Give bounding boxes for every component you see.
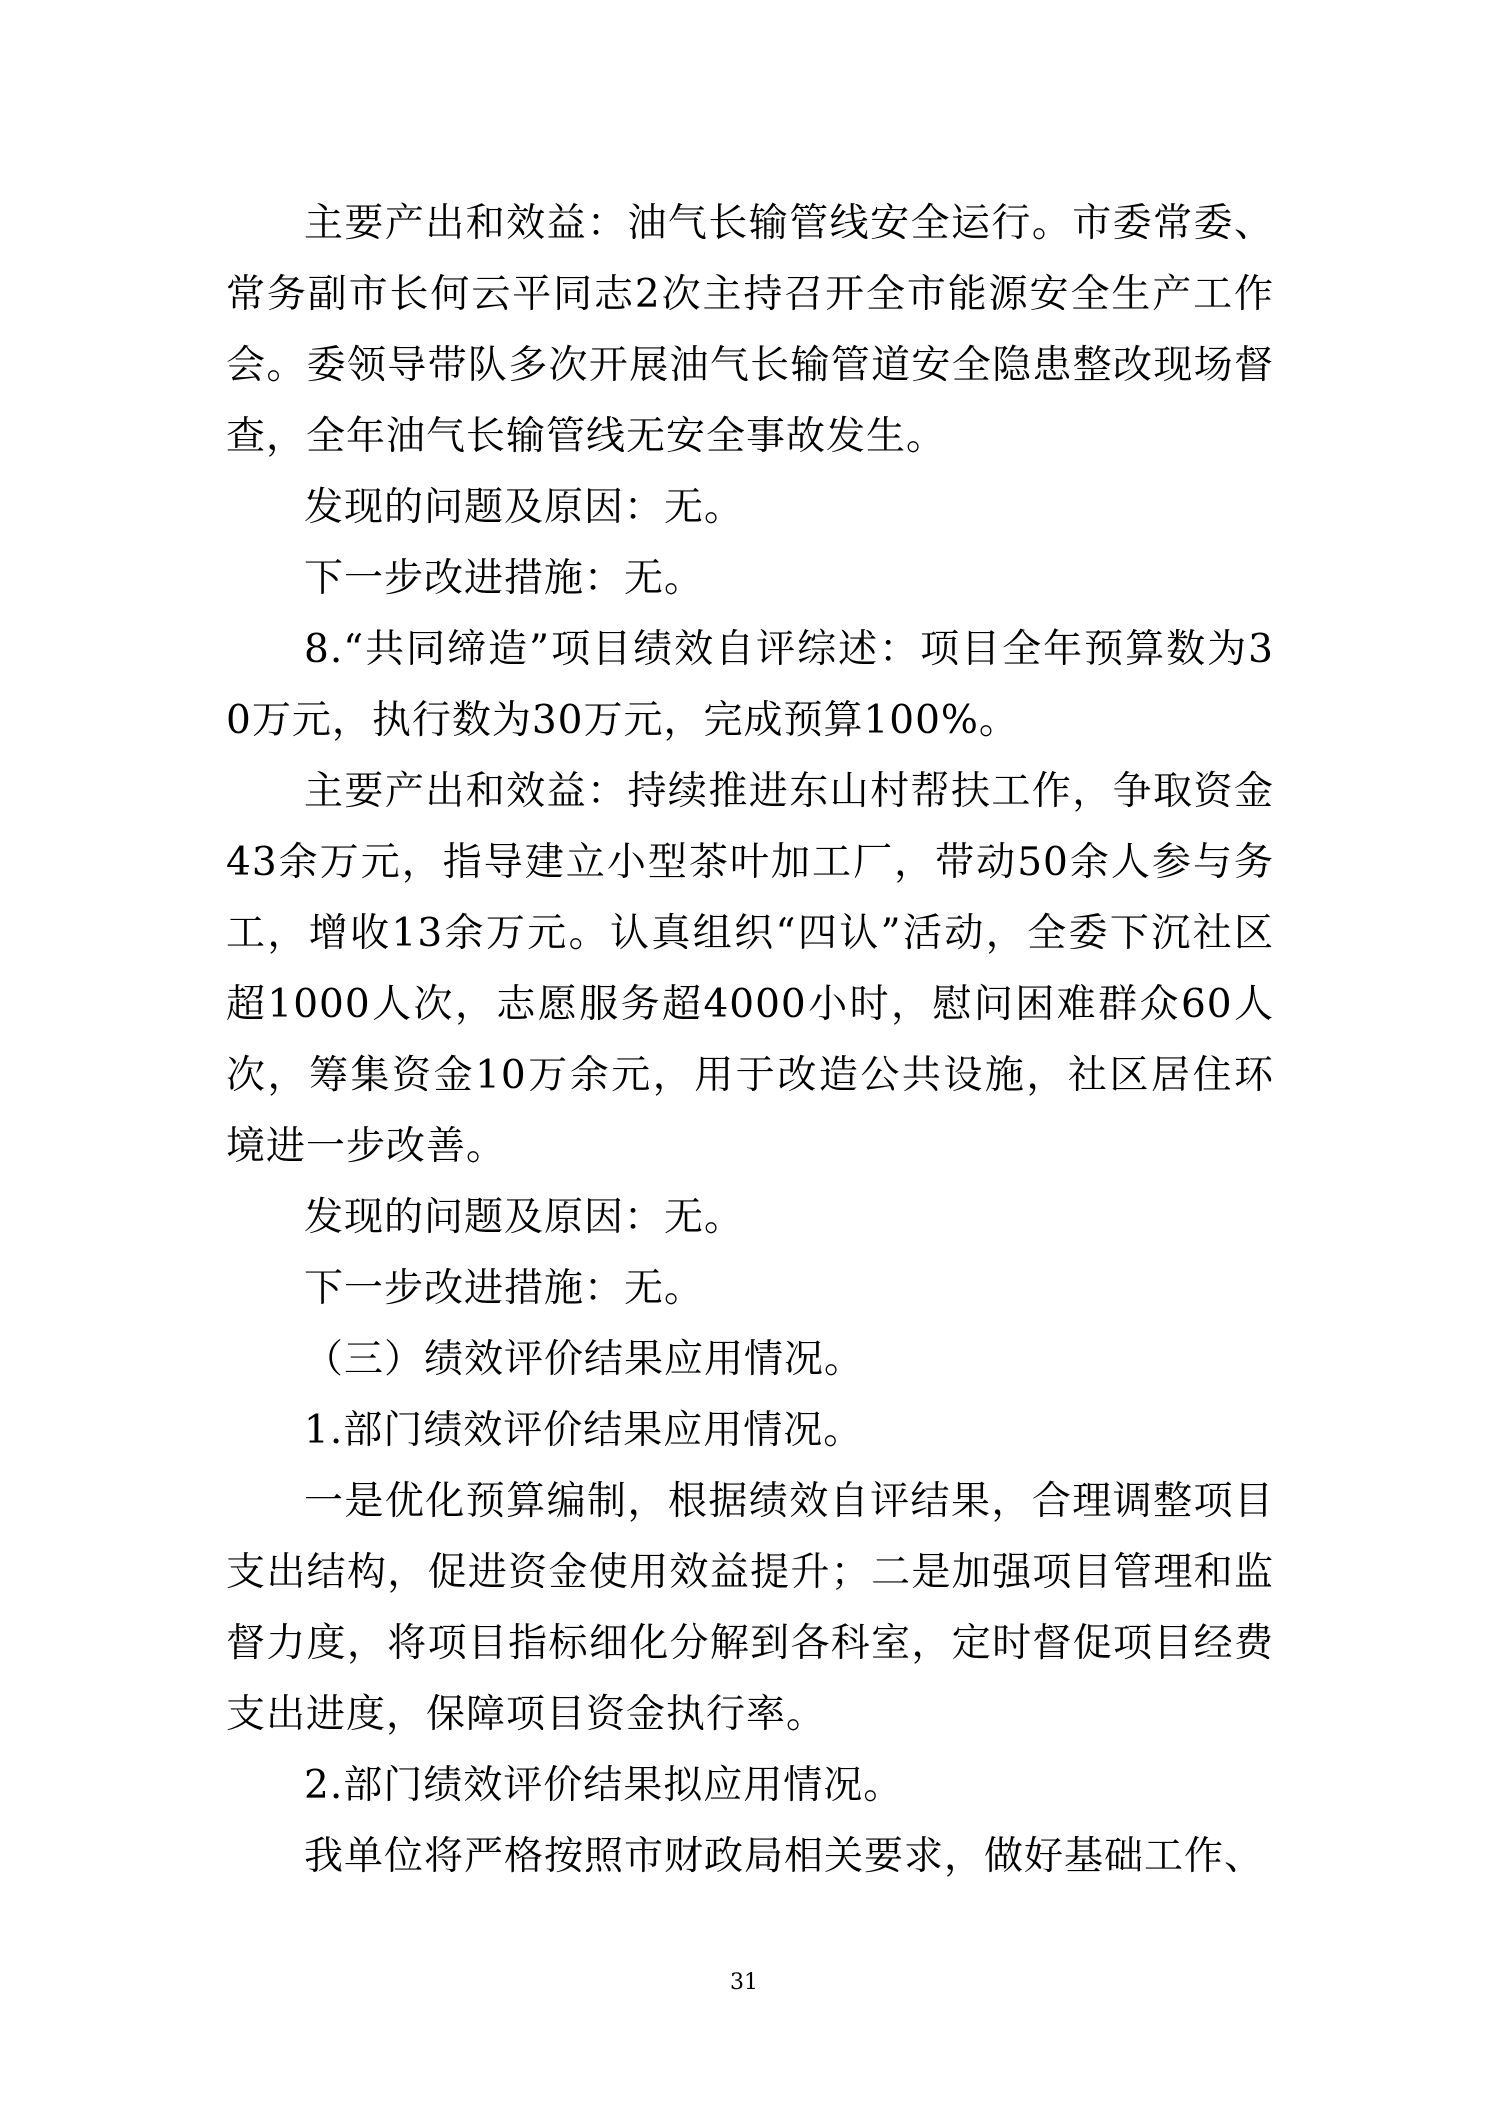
- subheading-dept-results-planned: 2.部门绩效评价结果拟应用情况。: [304, 1763, 904, 1808]
- paragraph-planned-detail: 我单位将严格按照市财政局相关要求，做好基础工作、: [304, 1834, 1265, 1879]
- paragraph-pipeline-output: 主要产出和效益：油气长输管线安全运行。市委常委、常务副市长何云平同志2次主持召开全市能源安全生产工作会。委领导带队多次开展油气长输管道安全隐患整改现场督查，全年油气长输管线无安全事故发生。: [226, 201, 1274, 459]
- section-heading-results-application: （三）绩效评价结果应用情况。: [304, 1337, 865, 1382]
- page-number: 31: [730, 1970, 758, 1995]
- paragraph-improvements-2: 下一步改进措施：无。: [304, 1266, 705, 1311]
- subheading-dept-results-application: 1.部门绩效评价结果应用情况。: [304, 1408, 864, 1453]
- paragraph-joint-creation-summary: 8.“共同缔造”项目绩效自评综述：项目全年预算数为30万元，执行数为30万元，完成预算100%。: [226, 627, 1274, 743]
- paragraph-improvements-1: 下一步改进措施：无。: [304, 556, 705, 601]
- paragraph-problems-2: 发现的问题及原因：无。: [304, 1195, 745, 1240]
- paragraph-problems-1: 发现的问题及原因：无。: [304, 485, 745, 530]
- paragraph-joint-creation-output: 主要产出和效益：持续推进东山村帮扶工作，争取资金43余万元，指导建立小型茶叶加工厂，带动50余人参与务工，增收13余万元。认真组织“四认”活动，全委下沉社区超1000人次，志愿服务超4000小时，慰问困难群众60人次，筹集资金10万余元，用于改造公共设施，社区居住环境进一步改善。: [226, 769, 1274, 1169]
- paragraph-dept-results-detail: 一是优化预算编制，根据绩效自评结果，合理调整项目支出结构，促进资金使用效益提升；二是加强项目管理和监督力度，将项目指标细化分解到各科室，定时督促项目经费支出进度，保障项目资金执行率。: [226, 1479, 1274, 1737]
- document-body: [226, 188, 1274, 1892]
